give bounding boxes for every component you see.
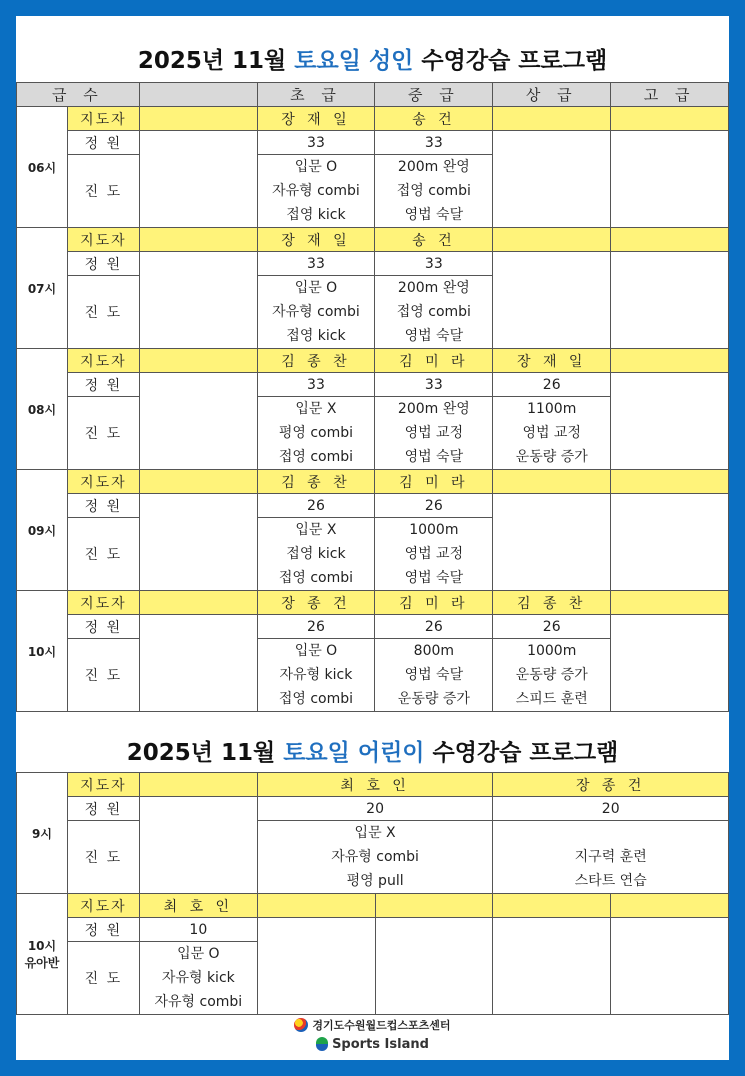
instructor-cell: [139, 773, 257, 797]
capacity-value: 33: [257, 131, 375, 155]
progress-cell: [257, 276, 375, 349]
capacity-row: [17, 494, 729, 518]
instructor-name: [493, 470, 611, 494]
org-name: 경기도수원월드컵스포츠센터: [312, 1019, 451, 1032]
blank-cell: [257, 918, 375, 1015]
progress-line: 입문 O: [294, 159, 338, 175]
progress-cell: [493, 639, 611, 712]
blank-cell: [493, 252, 611, 349]
progress-cell: [375, 276, 493, 349]
instructor-cell: [139, 470, 257, 494]
instructor-name: 장 종 건: [257, 591, 375, 615]
progress-line: 입문 X: [354, 825, 396, 841]
kids-10-time-line1: 10시: [27, 939, 57, 953]
progress-line: 자유형 combi: [154, 994, 243, 1010]
progress-line: 영법 숙달: [404, 207, 464, 223]
capacity-row: [17, 373, 729, 397]
progress-cell: [375, 397, 493, 470]
progress-line: 입문 O: [294, 280, 338, 296]
blank-cell: [611, 918, 729, 1015]
instructor-name: [611, 228, 729, 252]
progress-cell: [257, 821, 493, 894]
progress-line: 스타트 연습: [574, 873, 647, 889]
capacity-value: 33: [375, 252, 493, 276]
progress-line: 영법 교정: [404, 425, 464, 441]
progress-line: 지구력 훈련: [574, 849, 647, 865]
capacity-value: 26: [257, 494, 375, 518]
instructor-name: [611, 470, 729, 494]
instructor-name: 장 재 일: [493, 349, 611, 373]
header-cell: 고 급: [611, 83, 729, 107]
progress-line: 자유형 combi: [272, 183, 360, 199]
progress-line: 영법 숙달: [404, 570, 464, 586]
footer: [16, 1016, 729, 1056]
capacity-label: 정 원: [67, 918, 139, 942]
progress-line: 스피드 훈련: [515, 691, 588, 707]
progress-cell: [375, 518, 493, 591]
instructor-name: 송 건: [375, 107, 493, 131]
progress-line: 영법 숙달: [404, 328, 464, 344]
capacity-value: 20: [493, 797, 729, 821]
instructor-row: [17, 107, 729, 131]
instructor-name: 장 종 건: [493, 773, 729, 797]
kids-9-time: 9시: [17, 773, 68, 894]
progress-line: 영법 숙달: [404, 667, 464, 683]
progress-line: 영법 숙달: [404, 449, 464, 465]
instructor-label: 지도자: [67, 894, 139, 918]
progress-line: 접영 kick: [286, 328, 346, 344]
progress-cell: [493, 397, 611, 470]
blank-cell: [611, 131, 729, 228]
kids-10-time: [17, 894, 68, 1015]
instructor-row: [17, 228, 729, 252]
adult-title-highlight: 토요일 성인: [294, 48, 414, 74]
progress-line: 200m 완영: [397, 401, 470, 417]
adult-schedule-table: [16, 82, 729, 712]
instructor-name: 장 재 일: [257, 107, 375, 131]
time-slot: 10시: [17, 591, 68, 712]
progress-cell: [257, 397, 375, 470]
progress-cell: [493, 821, 729, 894]
kids-schedule-table: [16, 772, 729, 1015]
adult-title: [16, 42, 729, 75]
capacity-row: [17, 131, 729, 155]
capacity-label: 정 원: [67, 797, 139, 821]
time-slot: 09시: [17, 470, 68, 591]
header-cell: [139, 83, 257, 107]
blank-cell: [139, 252, 257, 349]
time-slot: 06시: [17, 107, 68, 228]
instructor-cell: [375, 894, 493, 918]
instructor-cell: [611, 894, 729, 918]
capacity-value: 10: [139, 918, 257, 942]
adult-title-suffix: 수영강습 프로그램: [413, 48, 608, 74]
progress-line: 200m 완영: [397, 159, 470, 175]
capacity-value: 20: [257, 797, 493, 821]
progress-cell: [257, 155, 375, 228]
instructor-name: 최 호 인: [257, 773, 493, 797]
instructor-label: 지도자: [67, 470, 139, 494]
instructor-name: [611, 107, 729, 131]
capacity-label: 정 원: [67, 252, 139, 276]
progress-cell: [257, 639, 375, 712]
kids-title-suffix: 수영강습 프로그램: [424, 740, 619, 766]
instructor-name: 김 미 라: [375, 591, 493, 615]
progress-line: 입문 O: [294, 643, 338, 659]
progress-line: [493, 821, 728, 845]
capacity-value: 33: [257, 252, 375, 276]
instructor-label: 지도자: [67, 591, 139, 615]
progress-line: 평영 combi: [278, 425, 354, 441]
capacity-row: [17, 252, 729, 276]
progress-line: 입문 X: [295, 401, 337, 417]
kids-10-time-line2: 유아반: [24, 956, 60, 970]
instructor-cell: [139, 591, 257, 615]
progress-line: 자유형 combi: [272, 304, 360, 320]
blank-cell: [611, 494, 729, 591]
progress-line: 운동량 증가: [397, 691, 470, 707]
instructor-name: 김 종 찬: [493, 591, 611, 615]
time-slot: 08시: [17, 349, 68, 470]
progress-line: 자유형 kick: [161, 970, 235, 986]
progress-label: 진 도: [67, 518, 139, 591]
progress-label: 진 도: [67, 821, 139, 894]
capacity-label: 정 원: [67, 615, 139, 639]
progress-label: 진 도: [67, 639, 139, 712]
instructor-name: 김 미 라: [375, 470, 493, 494]
brand-logo: [16, 1034, 729, 1054]
header-cell: 상 급: [493, 83, 611, 107]
capacity-value: 33: [375, 131, 493, 155]
progress-line: 1000m: [409, 522, 459, 538]
instructor-row: [17, 591, 729, 615]
header-row: [17, 83, 729, 107]
progress-line: 접영 kick: [286, 546, 346, 562]
instructor-cell: [493, 894, 611, 918]
capacity-label: 정 원: [67, 494, 139, 518]
instructor-label: 지도자: [67, 773, 139, 797]
blank-cell: [139, 797, 257, 894]
blank-cell: [139, 131, 257, 228]
progress-line: 운동량 증가: [515, 667, 588, 683]
progress-label: 진 도: [67, 397, 139, 470]
blank-cell: [611, 373, 729, 470]
kids-title-prefix: 2025년 11월: [126, 740, 284, 766]
progress-line: 접영 combi: [278, 449, 354, 465]
instructor-label: 지도자: [67, 107, 139, 131]
progress-cell: [257, 518, 375, 591]
capacity-value: 26: [493, 615, 611, 639]
kids-9-progress-row: [17, 821, 729, 894]
instructor-name: 최 호 인: [139, 894, 257, 918]
progress-line: 입문 O: [177, 946, 220, 962]
capacity-value: 26: [375, 615, 493, 639]
instructor-cell: [139, 228, 257, 252]
capacity-value: 33: [257, 373, 375, 397]
capacity-row: [17, 615, 729, 639]
instructor-cell: [139, 349, 257, 373]
header-cell: 초 급: [257, 83, 375, 107]
progress-line: 800m: [413, 643, 455, 659]
progress-line: 1000m: [527, 643, 577, 659]
progress-line: 입문 X: [295, 522, 337, 538]
progress-line: 접영 combi: [278, 691, 354, 707]
progress-line: 접영 combi: [396, 304, 471, 320]
kids-10-capacity-row: [17, 918, 729, 942]
progress-cell: [139, 942, 257, 1015]
progress-line: 평영 pull: [346, 873, 404, 889]
sports-island-icon: [316, 1037, 328, 1051]
blank-cell: [611, 252, 729, 349]
progress-cell: [375, 639, 493, 712]
blank-cell: [139, 615, 257, 712]
kids-9-instructor-row: [17, 773, 729, 797]
instructor-name: 장 재 일: [257, 228, 375, 252]
capacity-label: 정 원: [67, 131, 139, 155]
instructor-name: 김 종 찬: [257, 349, 375, 373]
blank-cell: [611, 615, 729, 712]
header-cell: 중 급: [375, 83, 493, 107]
schedule-sheet: [16, 16, 729, 1060]
kids-title-highlight: 토요일 어린이: [283, 740, 425, 766]
progress-label: 진 도: [67, 155, 139, 228]
brand-name: Sports Island: [332, 1036, 429, 1052]
progress-line: 접영 combi: [396, 183, 471, 199]
instructor-label: 지도자: [67, 349, 139, 373]
progress-line: 영법 교정: [404, 546, 464, 562]
instructor-name: 김 종 찬: [257, 470, 375, 494]
progress-line: 200m 완영: [397, 280, 470, 296]
kids-10-instructor-row: [17, 894, 729, 918]
progress-label: 진 도: [67, 276, 139, 349]
blank-cell: [375, 918, 493, 1015]
blank-cell: [139, 494, 257, 591]
blank-cell: [493, 918, 611, 1015]
instructor-name: 송 건: [375, 228, 493, 252]
instructor-name: [611, 591, 729, 615]
progress-line: 접영 combi: [278, 570, 354, 586]
header-level: 급 수: [17, 83, 140, 107]
adult-title-prefix: 2025년 11월: [137, 48, 295, 74]
instructor-label: 지도자: [67, 228, 139, 252]
capacity-label: 정 원: [67, 373, 139, 397]
soccer-ball-icon: [294, 1018, 308, 1032]
progress-line: 자유형 kick: [279, 667, 353, 683]
instructor-cell: [139, 107, 257, 131]
progress-line: 영법 교정: [522, 425, 581, 441]
progress-label: 진 도: [67, 942, 139, 1015]
capacity-value: 26: [375, 494, 493, 518]
progress-line: 자유형 combi: [331, 849, 419, 865]
instructor-name: [611, 349, 729, 373]
time-slot: 07시: [17, 228, 68, 349]
progress-cell: [375, 155, 493, 228]
capacity-value: 26: [493, 373, 611, 397]
instructor-name: [493, 228, 611, 252]
capacity-value: 26: [257, 615, 375, 639]
kids-9-capacity-row: [17, 797, 729, 821]
progress-line: 접영 kick: [286, 207, 346, 223]
progress-line: 운동량 증가: [515, 449, 588, 465]
instructor-row: [17, 470, 729, 494]
blank-cell: [493, 494, 611, 591]
instructor-row: [17, 349, 729, 373]
org-logo: [16, 1016, 729, 1034]
instructor-cell: [257, 894, 375, 918]
blank-cell: [139, 373, 257, 470]
instructor-name: [493, 107, 611, 131]
kids-title: [16, 734, 729, 767]
progress-line: 1100m: [527, 401, 577, 417]
capacity-value: 33: [375, 373, 493, 397]
instructor-name: 김 미 라: [375, 349, 493, 373]
blank-cell: [493, 131, 611, 228]
